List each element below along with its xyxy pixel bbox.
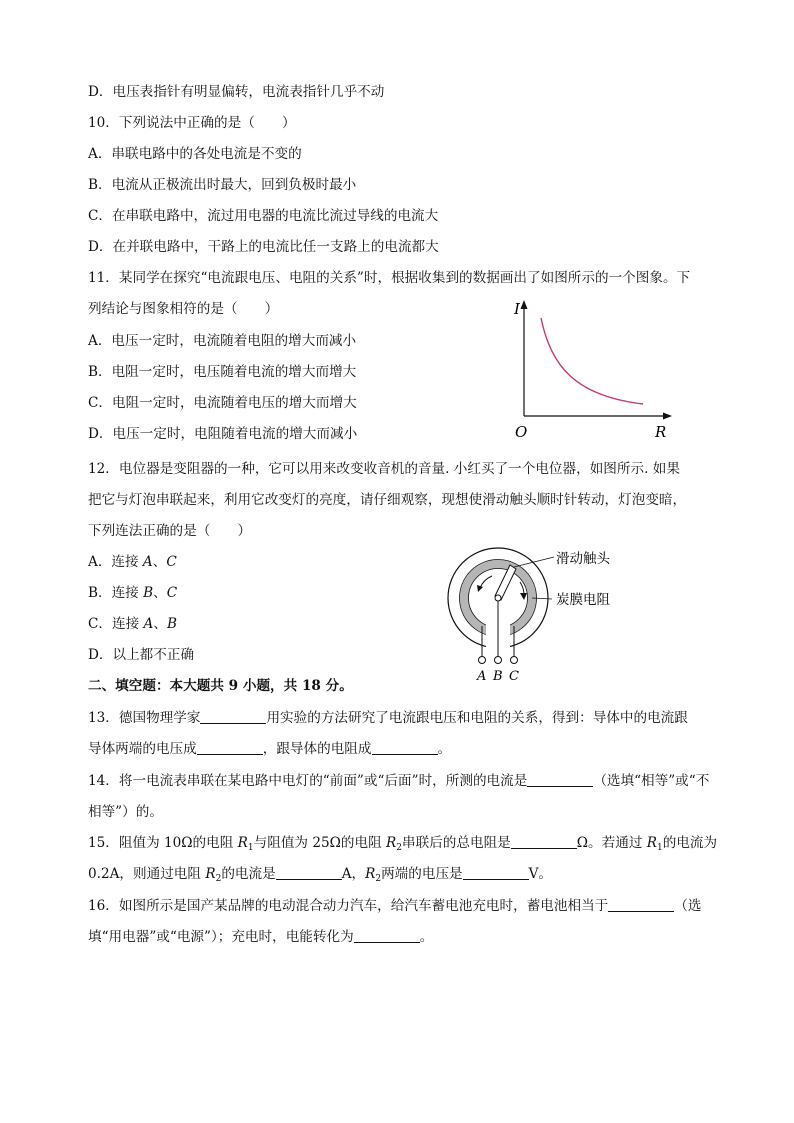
q15-r2b-sub: 2 (215, 874, 222, 884)
q15-r1b-sub: 1 (656, 843, 663, 853)
q13-blank-2[interactable] (197, 740, 263, 755)
q12-option-a-var2: C (166, 554, 177, 570)
q15-text-9: 两端的电压是 (381, 866, 463, 882)
q13-blank-1[interactable] (200, 709, 266, 724)
q12-option-b (88, 583, 177, 603)
terminal-c-label: C (509, 669, 519, 684)
q12-option-c-var2: B (166, 616, 177, 632)
q14-blank-1[interactable] (527, 772, 593, 787)
q14-line2: 相等”）的。 (88, 804, 163, 820)
q15-text-10: V。 (528, 866, 553, 882)
q12-option-c-prefix: C．连接 (88, 616, 144, 632)
q16-line1 (88, 896, 701, 916)
q12-option-c-var1: A (143, 616, 154, 632)
ccw-arrow-icon (480, 576, 492, 588)
film-label: 炭膜电阻 (556, 592, 610, 608)
q10-option-b: B．电流从正极流出时最大，回到负极时最小 (88, 177, 357, 193)
q11-x-axis-arrow (663, 413, 672, 420)
terminal-b (495, 657, 502, 664)
q15-text-2: 与阻值为 25Ω的电阻 (253, 835, 387, 851)
q15-r2c-sub: 2 (375, 874, 382, 884)
q11-origin-label: O (515, 423, 528, 441)
q12-option-c-sep: 、 (153, 616, 167, 632)
q15-text-3: 串联后的总电阻是 (402, 835, 511, 851)
q15-blank-3[interactable] (463, 865, 529, 880)
q13-text-4: ，跟导体的电阻成 (262, 741, 372, 757)
slider-leader (514, 557, 554, 567)
q15-line2 (88, 864, 552, 884)
q12-stem-line1: 12．电位器是变阻器的一种，它可以用来改变收音机的音量. 小红买了一个电位器，如图所示. 如果 (88, 461, 680, 477)
q15-r1b: R (646, 835, 657, 851)
q12-option-c (88, 614, 177, 634)
q11-option-c: C．电阻一定时，电流随着电压的增大而增大 (88, 395, 357, 411)
terminal-a (479, 657, 486, 664)
q11-y-axis-arrow (521, 300, 528, 309)
q12-option-a (88, 552, 177, 572)
q13-line2 (88, 739, 451, 759)
q12-option-a-var1: A (142, 554, 153, 570)
cw-arrowhead-icon (520, 593, 527, 600)
q16-blank-2[interactable] (354, 928, 420, 943)
q16-text-3: 填“用电器”或“电源”）；充电时，电能转化为 (88, 929, 354, 945)
q12-option-a-sep: 、 (152, 554, 167, 570)
q15-text-8: A， (341, 866, 366, 882)
q12-option-b-var1: B (143, 585, 154, 601)
q15-r2-sub: 2 (396, 843, 403, 853)
q10-option-d: D．在并联电路中，干路上的电流比任一支路上的电流都大 (88, 239, 439, 255)
q16-text-2: （选 (674, 898, 702, 914)
q11-stem-line1: 11．某同学在探究“电流跟电压、电阻的关系”时，根据收集到的数据画出了如图所示的一个图象。下 (88, 270, 691, 286)
q16-line2 (88, 927, 433, 947)
q10-option-a: A．串联电路中的各处电流是不变的 (88, 146, 302, 162)
q13-text-5: 。 (437, 741, 452, 757)
q11-x-label: R (655, 423, 667, 441)
q15-blank-1[interactable] (511, 834, 577, 849)
q15-text-7: 的电流是 (221, 866, 276, 882)
ccw-arrowhead-icon (477, 585, 483, 592)
terminal-b-label: B (493, 669, 503, 684)
q15-r1: R (237, 835, 248, 851)
q13-text-1: 13．德国物理学家 (88, 710, 201, 726)
q15-r2b: R (205, 866, 216, 882)
q11-inverse-graph (505, 296, 680, 446)
q15-r1-sub: 1 (247, 843, 254, 853)
q12-stem-line3: 下列连法正确的是（ ） (88, 523, 252, 539)
q12-option-d: D．以上都不正确 (88, 647, 195, 663)
q15-text-1: 15．阻值为 10Ω的电阻 (88, 835, 238, 851)
q13-text-2: 用实验的方法研究了电流跟电压和电阻的关系，得到：导体中的电流跟 (266, 710, 688, 726)
q12-potentiometer-figure (440, 546, 630, 686)
q16-text-1: 16．如图所示是国产某品牌的电动混合动力汽车，给汽车蓄电池充电时，蓄电池相当于 (88, 898, 609, 914)
slider-pivot (495, 595, 501, 601)
q12-option-b-var2: C (166, 585, 178, 601)
q11-option-d: D．电压一定时，电阻随着电流的增大而减小 (88, 426, 358, 442)
terminal-a-label: A (477, 669, 487, 684)
q15-blank-2[interactable] (276, 865, 342, 880)
q11-option-b: B．电阻一定时，电压随着电流的增大而增大 (88, 364, 357, 380)
q10-option-c: C．在串联电路中，流过用电器的电流比流过导线的电流大 (88, 208, 439, 224)
q9-option-d: D．电压表指针有明显偏转，电流表指针几乎不动 (88, 84, 385, 100)
q16-text-4: 。 (419, 929, 434, 945)
q11-stem-line2: 列结论与图象相符的是（ ） (88, 301, 279, 317)
q10-stem: 10．下列说法中正确的是（ ） (88, 115, 296, 131)
slider-label: 滑动触头 (556, 551, 610, 567)
q13-text-3: 导体两端的电压成 (88, 741, 197, 757)
q12-option-b-prefix: B．连接 (88, 585, 144, 601)
q15-text-4: Ω。若通过 (576, 835, 647, 851)
q15-line1 (88, 833, 717, 853)
q11-option-a: A．电压一定时，电流随着电阻的增大而减小 (88, 333, 357, 349)
q13-blank-3[interactable] (372, 740, 438, 755)
q15-r2c: R (365, 866, 376, 882)
q14-text-1: 14．将一电流表串联在某电路中电灯的“前面”或“后面”时，所测的电流是 (88, 773, 528, 789)
q15-r2: R (386, 835, 397, 851)
q15-text-5: 的电流为 (662, 835, 718, 851)
q14-text-2: （选填“相等”或“不 (593, 773, 710, 789)
q15-text-6: 0.2A，则通过电阻 (88, 866, 206, 882)
q13-line1 (88, 708, 688, 728)
q16-blank-1[interactable] (608, 897, 674, 912)
q11-y-label: I (514, 300, 520, 318)
q12-stem-line2: 把它与灯泡串联起来，利用它改变灯的亮度，请仔细观察，现想使滑动触头顺时针转动，灯泡变暗， (88, 492, 687, 508)
q12-option-b-sep: 、 (153, 585, 167, 601)
q12-option-a-prefix: A．连接 (88, 554, 143, 570)
q14-line1 (88, 771, 709, 791)
section2-heading: 二、填空题：本大题共 9 小题，共 18 分。 (88, 678, 353, 694)
terminal-c (511, 657, 518, 664)
q11-curve (541, 318, 643, 404)
